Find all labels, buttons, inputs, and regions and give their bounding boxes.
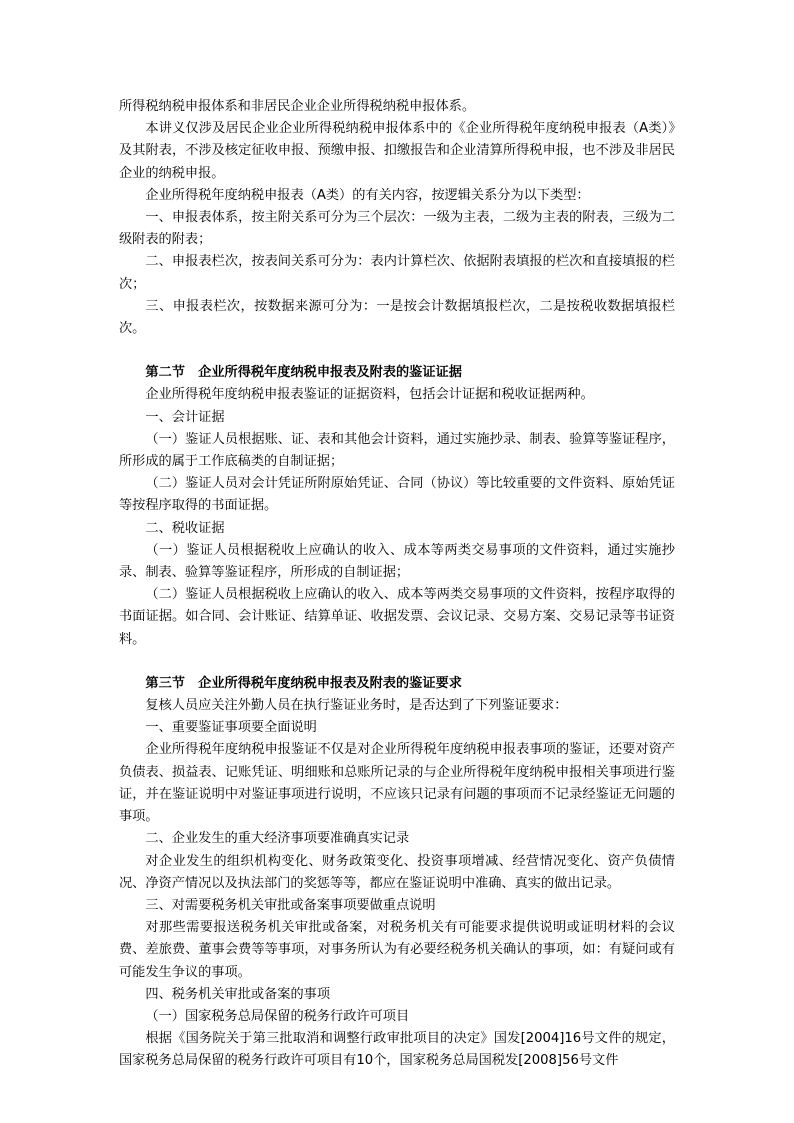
paragraph: 所得税纳税申报体系和非居民企业企业所得税纳税申报体系。	[119, 99, 476, 114]
paragraph: （二）鉴证人员根据税收上应确认的收入、成本等两类交易事项的文件资料，按程序取得的书面证据。如合同、会计账证、结算单证、收据发票、会议记录、交易方案、交易记录等书证资料。	[119, 587, 675, 647]
paragraph: 二、税收证据	[145, 520, 225, 536]
paragraph: 四、税务机关审批或备案的事项	[145, 986, 331, 1002]
paragraph: 三、对需要税务机关审批或备案事项要做重点说明	[145, 897, 436, 913]
paragraph: 二、企业发生的重大经济事项要准确真实记录	[145, 831, 410, 847]
paragraph: （一）国家税务总局保留的税务行政许可项目	[145, 1008, 410, 1024]
paragraph: 本讲义仅涉及居民企业企业所得税纳税申报体系中的《企业所得税年度纳税申报表（A类）》及其附表，不涉及核定征收申报、预缴申报、扣缴报告和企业清算所得税申报，也不涉及非居民企业的纳税申报。	[119, 121, 675, 181]
document-body	[119, 96, 675, 1073]
paragraph: 根据《国务院关于第三批取消和调整行政审批项目的决定》国发[2004]16号文件的规定，国家税务总局保留的税务行政许可项目有10个，国家税务总局国税发[2008]56号文件	[119, 1031, 675, 1069]
paragraph: 复核人员应关注外勤人员在执行鉴证业务时，是否达到了下列鉴证要求：	[145, 698, 568, 714]
paragraph: 企业所得税年度纳税申报鉴证不仅是对企业所得税年度纳税申报表事项的鉴证，还要对资产负债表、损益表、记账凭证、明细账和总账所记录的与企业所得税年度纳税申报相关事项进行鉴证，并在鉴证说明中对鉴证事项进行说明，不应该只记录有问题的事项而不记录经鉴证无问题的事项。	[119, 742, 675, 825]
paragraph: （一）鉴证人员根据税收上应确认的收入、成本等两类交易事项的文件资料，通过实施抄录、制表、验算等鉴证程序，所形成的自制证据；	[119, 542, 675, 581]
section-heading: 第二节 企业所得税年度纳税申报表及附表的鉴证证据	[145, 365, 462, 381]
paragraph: 企业所得税年度纳税申报表鉴证的证据资料，包括会计证据和税收证据两种。	[145, 387, 594, 403]
paragraph: 一、申报表体系，按主附关系可分为三个层次：一级为主表，二级为主表的附表，三级为二级附表的附表；	[119, 210, 675, 248]
paragraph: 三、申报表栏次，按数据来源可分为：一是按会计数据填报栏次，二是按税收数据填报栏次。	[119, 298, 675, 337]
section-heading: 第三节 企业所得税年度纳税申报表及附表的鉴证要求	[145, 675, 462, 691]
paragraph: 对那些需要报送税务机关审批或备案，对税务机关有可能要求提供说明或证明材料的会议费、差旅费、董事会费等等事项，对事务所认为有必要经税务机关确认的事项，如：有疑问或有可能发生争议的事项。	[119, 920, 675, 980]
paragraph: 二、申报表栏次，按表间关系可分为：表内计算栏次、依据附表填报的栏次和直接填报的栏次；	[119, 254, 675, 292]
paragraph: 一、重要鉴证事项要全面说明	[145, 720, 317, 736]
paragraph: 一、会计证据	[145, 409, 225, 425]
paragraph: （一）鉴证人员根据账、证、表和其他会计资料，通过实施抄录、制表、验算等鉴证程序，所形成的属于工作底稿类的自制证据；	[119, 431, 675, 470]
paragraph: 对企业发生的组织机构变化、财务政策变化、投资事项增减、经营情况变化、资产负债情况、净资产情况以及执法部门的奖惩等等，都应在鉴证说明中准确、真实的做出记录。	[119, 853, 675, 891]
paragraph: 企业所得税年度纳税申报表（A类）的有关内容，按逻辑关系分为以下类型：	[145, 187, 590, 203]
paragraph: （二）鉴证人员对会计凭证所附原始凭证、合同（协议）等比较重要的文件资料、原始凭证等按程序取得的书面证据。	[119, 476, 675, 514]
